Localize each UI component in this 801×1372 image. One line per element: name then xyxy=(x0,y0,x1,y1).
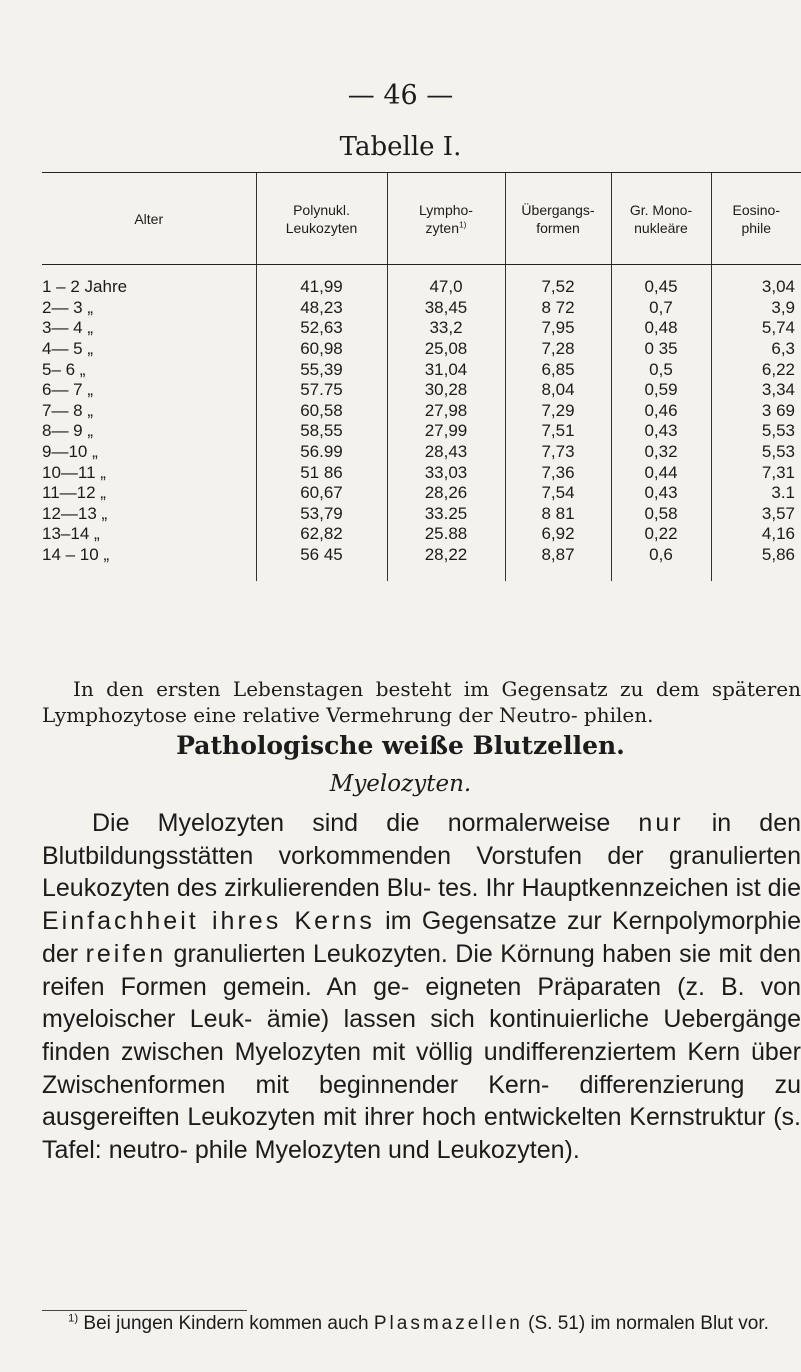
cell-lymph: 25.88 xyxy=(387,524,505,545)
emphasis-einfachheit: Einfachheit ihres Kerns xyxy=(42,907,375,936)
cell-mono: 0,5 xyxy=(611,359,711,380)
cell-lymph: 27,98 xyxy=(387,401,505,422)
cell-mono: 0,32 xyxy=(611,442,711,463)
cell-poly: 41,99 xyxy=(256,265,387,298)
table-header-row xyxy=(42,173,801,265)
section-heading: Pathologische weiße Blutzellen. xyxy=(176,731,625,760)
cell-age: 7— 8 „ xyxy=(42,400,94,420)
cell-poly: 56.99 xyxy=(256,442,387,463)
cell-age: 3— 4 „ xyxy=(42,318,94,338)
cell-lymph: 28,26 xyxy=(387,483,505,504)
cell-lymph: 25,08 xyxy=(387,339,505,360)
table-row xyxy=(42,339,801,360)
cell-eos: 3.1 xyxy=(711,483,801,504)
cell-lymph: 28,43 xyxy=(387,442,505,463)
cell-poly: 60,67 xyxy=(256,483,387,504)
cell-age: 5– 6 „ xyxy=(42,359,86,379)
cell-ueb: 7,51 xyxy=(505,421,611,442)
cell-lymph: 30,28 xyxy=(387,380,505,401)
cell-mono: 0 35 xyxy=(611,339,711,360)
cell-mono: 0,6 xyxy=(611,545,711,582)
cell-ueb: 7,29 xyxy=(505,401,611,422)
table-row xyxy=(42,380,801,401)
table-row xyxy=(42,421,801,442)
cell-ueb: 7,73 xyxy=(505,442,611,463)
cell-age: 9—10 „ xyxy=(42,442,98,462)
cell-eos: 3,04 xyxy=(711,265,801,298)
cell-mono: 0,46 xyxy=(611,401,711,422)
footnote-divider xyxy=(42,1310,247,1311)
header-poly: Polynukl. Leukozyten xyxy=(256,173,387,265)
intro-paragraph: In den ersten Lebenstagen besteht im Gegensatz zu dem späteren Lymphozytose eine relative Vermehrung der Neutro- philen. xyxy=(42,677,801,727)
cell-eos: 4,16 xyxy=(711,524,801,545)
cell-ueb: 7,36 xyxy=(505,462,611,483)
table-row xyxy=(42,483,801,504)
cell-age: 8— 9 „ xyxy=(42,421,94,441)
data-table-container xyxy=(42,172,801,581)
cell-lymph: 38,45 xyxy=(387,298,505,319)
cell-poly: 57.75 xyxy=(256,380,387,401)
cell-mono: 0,45 xyxy=(611,265,711,298)
cell-mono: 0,43 xyxy=(611,483,711,504)
cell-poly: 52,63 xyxy=(256,318,387,339)
cell-ueb: 7,54 xyxy=(505,483,611,504)
cell-eos: 7,31 xyxy=(711,462,801,483)
cell-age: 2— 3 „ xyxy=(42,297,94,317)
table-row xyxy=(42,318,801,339)
cell-age: 13–14 „ xyxy=(42,524,100,544)
table-row xyxy=(42,265,801,298)
cell-lymph: 33.25 xyxy=(387,504,505,525)
table-row xyxy=(42,524,801,545)
cell-ueb: 8,87 xyxy=(505,545,611,582)
cell-poly: 48,23 xyxy=(256,298,387,319)
header-eos: Eosino- phile xyxy=(711,173,801,265)
cell-age: 14 – 10 „ xyxy=(42,545,110,565)
cell-eos: 6,3 xyxy=(711,339,801,360)
cell-eos: 5,86 xyxy=(711,545,801,582)
cell-poly: 58,55 xyxy=(256,421,387,442)
cell-lymph: 47,0 xyxy=(387,265,505,298)
emphasis-reifen: reifen xyxy=(85,939,167,968)
table-row xyxy=(42,442,801,463)
emphasis-plasmazellen: Plasmazellen xyxy=(373,1313,523,1334)
cell-poly: 53,79 xyxy=(256,504,387,525)
cell-age: 6— 7 „ xyxy=(42,380,94,400)
cell-ueb: 7,52 xyxy=(505,265,611,298)
myelozyten-paragraph: Die Myelozyten sind die normalerweise nur in den Blutbildungsstätten vorkommenden Vorstufen der granulierten Leukozyten des zirkulierenden Blu- tes. Ihr Hauptkennzeichen ist die Einfachheit ihres Kerns im Gegensatze zur Kernpolymorphie der reifen granulierten Leukozyten. Die Körnung haben sie mit den reifen Formen gemein. An ge- eigneten Präparaten (z. B. von myeloischer Leuk- ämie) lassen sich kontinuierliche Uebergänge finden zwischen Myelozyten mit völlig undifferenziertem Kern über Zwischenformen mit beginnender Kern- differenzierung zu ausgereiften Leukozyten mit ihrer hoch entwickelten Kernstruktur (s. Tafel: neutro- phile Myelozyten und Leukozyten). xyxy=(42,809,801,1165)
cell-poly: 51 86 xyxy=(256,462,387,483)
cell-ueb: 7,28 xyxy=(505,339,611,360)
cell-age: 1 – 2 Jahre xyxy=(42,277,128,297)
section-subheading: Myelozyten. xyxy=(329,771,472,797)
cell-eos: 3 69 xyxy=(711,401,801,422)
cell-poly: 56 45 xyxy=(256,545,387,582)
cell-lymph: 33,03 xyxy=(387,462,505,483)
cell-eos: 5,74 xyxy=(711,318,801,339)
cell-lymph: 33,2 xyxy=(387,318,505,339)
table-row xyxy=(42,298,801,319)
cell-mono: 0,48 xyxy=(611,318,711,339)
footnote: $^{1)}$ Bei jungen Kindern kommen auch Plasmazellen (S. 51) im normalen Blut vor. xyxy=(68,1312,769,1334)
cell-lymph: 28,22 xyxy=(387,545,505,582)
emphasis-nur: nur xyxy=(638,809,684,837)
cell-eos: 5,53 xyxy=(711,421,801,442)
cell-eos: 3,34 xyxy=(711,380,801,401)
cell-mono: 0,44 xyxy=(611,462,711,483)
footnote-marker: 1) xyxy=(68,1312,79,1325)
cell-poly: 55,39 xyxy=(256,359,387,380)
cell-ueb: 8,04 xyxy=(505,380,611,401)
cell-mono: 0,7 xyxy=(611,298,711,319)
table-row xyxy=(42,359,801,380)
cell-age: 12—13 „ xyxy=(42,503,108,523)
header-lymph: Lympho- zyten$^{1)}$ xyxy=(387,173,505,265)
cell-eos: 3,57 xyxy=(711,504,801,525)
cell-mono: 0,58 xyxy=(611,504,711,525)
cell-eos: 3,9 xyxy=(711,298,801,319)
cell-poly: 60,98 xyxy=(256,339,387,360)
table-row xyxy=(42,462,801,483)
cell-ueb: 8 81 xyxy=(505,504,611,525)
table-row xyxy=(42,545,801,582)
cell-poly: 62,82 xyxy=(256,524,387,545)
cell-lymph: 31,04 xyxy=(387,359,505,380)
table-row xyxy=(42,504,801,525)
footnote-mark: 1) xyxy=(459,218,467,229)
cell-mono: 0,43 xyxy=(611,421,711,442)
cell-age: 11—12 „ xyxy=(42,483,106,503)
cell-age: 10—11 „ xyxy=(42,462,106,482)
page-number: — 46 — xyxy=(347,80,454,111)
header-age: Alter xyxy=(42,173,256,265)
cell-ueb: 6,92 xyxy=(505,524,611,545)
header-uebergang: Übergangs- formen xyxy=(505,173,611,265)
header-mono: Gr. Mono- nukleäre xyxy=(611,173,711,265)
cell-mono: 0,59 xyxy=(611,380,711,401)
data-table xyxy=(42,172,801,581)
cell-lymph: 27,99 xyxy=(387,421,505,442)
table-row xyxy=(42,401,801,422)
cell-age: 4— 5 „ xyxy=(42,339,94,359)
cell-mono: 0,22 xyxy=(611,524,711,545)
cell-ueb: 7,95 xyxy=(505,318,611,339)
cell-eos: 6,22 xyxy=(711,359,801,380)
cell-ueb: 8 72 xyxy=(505,298,611,319)
cell-ueb: 6,85 xyxy=(505,359,611,380)
cell-eos: 5,53 xyxy=(711,442,801,463)
table-caption: Tabelle I. xyxy=(339,132,462,162)
cell-poly: 60,58 xyxy=(256,401,387,422)
